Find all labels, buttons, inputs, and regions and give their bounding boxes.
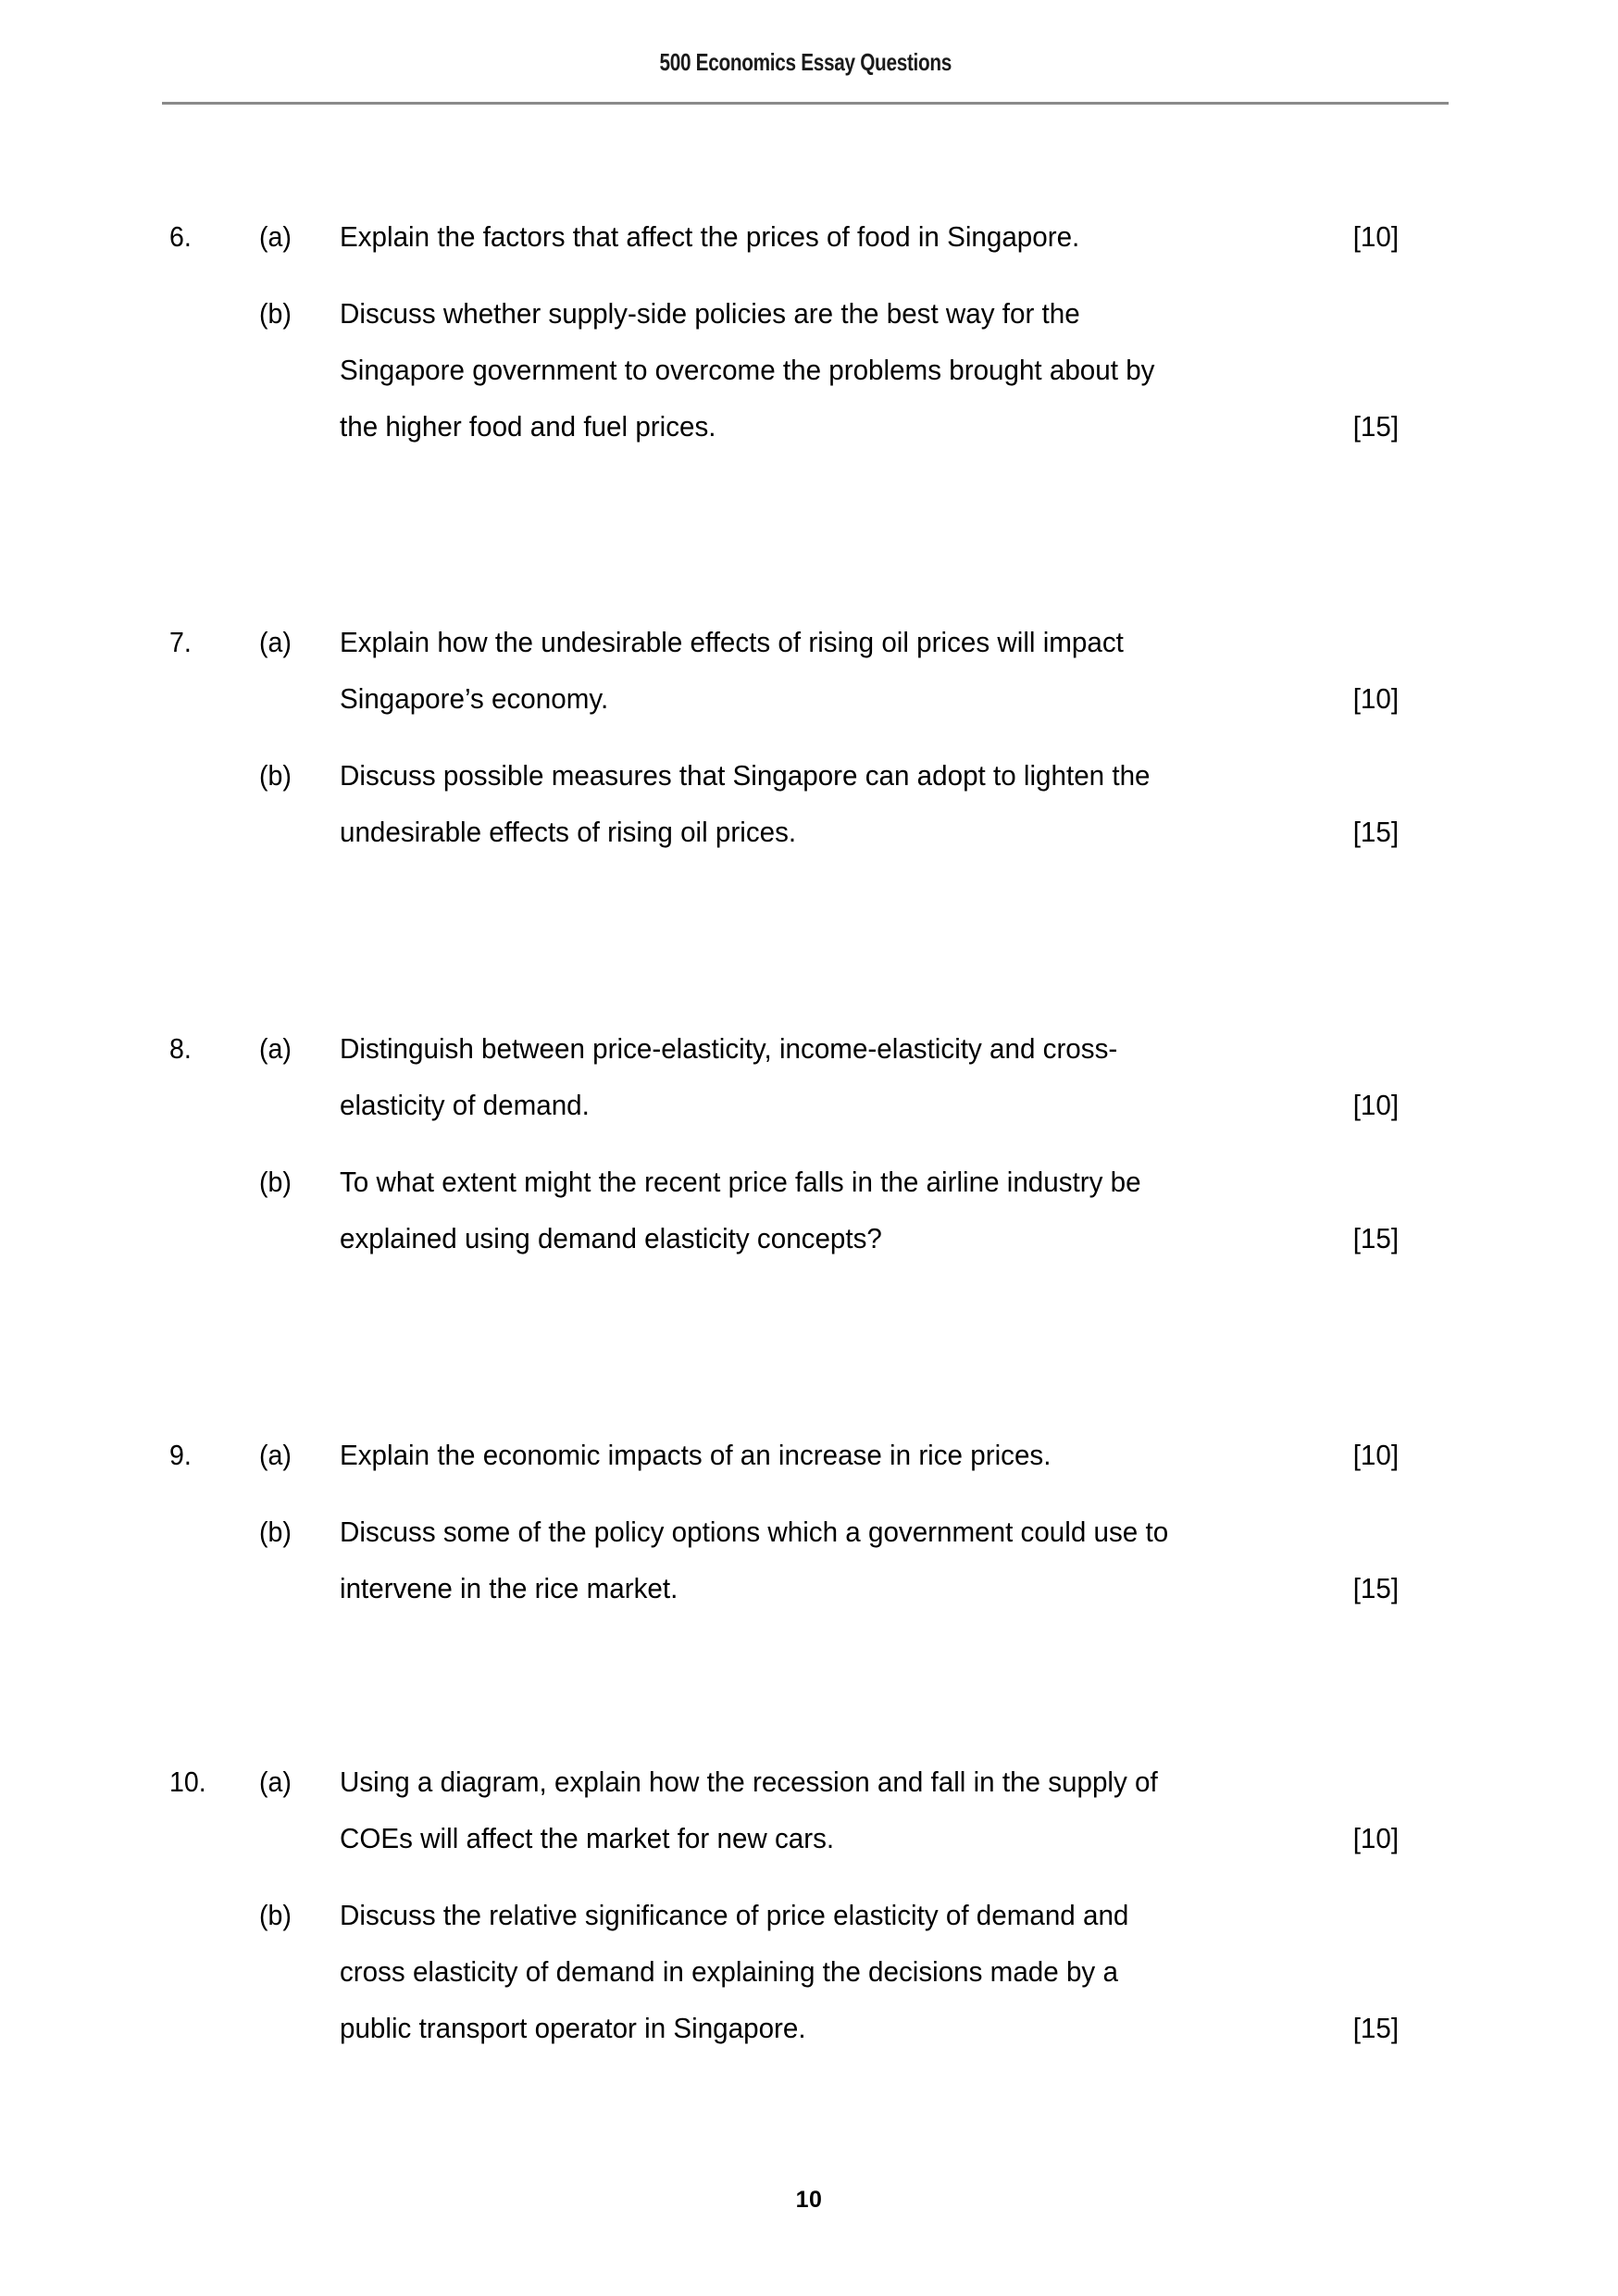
- question-line: [340, 1887, 1399, 1943]
- part-text: [340, 747, 1399, 860]
- question-line: [340, 208, 1399, 265]
- question-part: [169, 285, 1449, 455]
- question-part: [169, 1504, 1449, 1616]
- question-number: 9.: [169, 1439, 192, 1471]
- part-text: [340, 1887, 1399, 2056]
- question-line: [340, 804, 1399, 860]
- question-line-text: Singapore’s economy.: [340, 682, 609, 715]
- question-line-text: Discuss whether supply-side policies are the best way for the: [340, 297, 1080, 330]
- question-part: [169, 1753, 1449, 1866]
- question-line: [340, 398, 1399, 455]
- question-line-text: Explain the economic impacts of an increase in rice prices.: [340, 1439, 1052, 1471]
- marks-allocation: [15]: [1352, 816, 1400, 848]
- question-line-text: explained using demand elasticity concepts?: [340, 1222, 882, 1254]
- question-line-text: Explain how the undesirable effects of rising oil prices will impact: [340, 626, 1124, 658]
- question-part: [169, 1427, 1449, 1483]
- question-number: 7.: [169, 626, 192, 658]
- question-line: [340, 1560, 1399, 1616]
- marks-allocation: [15]: [1352, 410, 1400, 443]
- question-number: 10.: [169, 1766, 206, 1798]
- question-block: [169, 208, 1449, 455]
- part-label: (b): [259, 1899, 292, 1931]
- header-title: 500 Economics Essay Questions: [659, 48, 952, 76]
- page-footer: [0, 2187, 1618, 2214]
- part-text: [340, 208, 1399, 265]
- question-line-text: Explain the factors that affect the prices of food in Singapore.: [340, 220, 1080, 253]
- question-block: [169, 1020, 1449, 1267]
- part-label: (b): [259, 1516, 292, 1548]
- question-line: [340, 1154, 1399, 1210]
- question-line-text: public transport operator in Singapore.: [340, 2012, 806, 2044]
- question-block: [169, 1427, 1449, 1616]
- question-part: [169, 614, 1449, 727]
- marks-allocation: [15]: [1352, 2012, 1400, 2044]
- marks-allocation: [10]: [1352, 220, 1400, 253]
- question-line: [340, 1810, 1399, 1866]
- question-number: 8.: [169, 1032, 192, 1065]
- question-line-text: undesirable effects of rising oil prices.: [340, 816, 797, 848]
- question-part: [169, 747, 1449, 860]
- question-line: [340, 1020, 1399, 1077]
- marks-allocation: [15]: [1352, 1572, 1400, 1604]
- question-part: [169, 1887, 1449, 2056]
- question-line-text: To what extent might the recent price falls in the airline industry be: [340, 1166, 1141, 1198]
- question-block: [169, 614, 1449, 860]
- question-line: [340, 2000, 1399, 2056]
- part-label: (a): [259, 1439, 292, 1471]
- question-line: [340, 670, 1399, 727]
- marks-allocation: [10]: [1352, 682, 1400, 715]
- part-label: (a): [259, 1766, 292, 1798]
- question-line-text: Discuss possible measures that Singapore can adopt to lighten the: [340, 759, 1151, 792]
- question-line-text: COEs will affect the market for new cars.: [340, 1822, 835, 1854]
- question-line-text: the higher food and fuel prices.: [340, 410, 716, 443]
- part-text: [340, 1154, 1399, 1267]
- question-line-text: Singapore government to overcome the problems brought about by: [340, 354, 1155, 386]
- question-line-text: intervene in the rice market.: [340, 1572, 678, 1604]
- marks-allocation: [10]: [1352, 1439, 1400, 1471]
- question-line-text: Distinguish between price-elasticity, income-elasticity and cross-: [340, 1032, 1118, 1065]
- page-number: 10: [795, 2187, 823, 2213]
- marks-allocation: [10]: [1352, 1089, 1400, 1121]
- part-label: (a): [259, 220, 292, 253]
- part-label: (b): [259, 297, 292, 330]
- part-label: (b): [259, 1166, 292, 1198]
- question-line: [340, 614, 1399, 670]
- part-text: [340, 1020, 1399, 1133]
- part-label: (a): [259, 626, 292, 658]
- question-line: [340, 1077, 1399, 1133]
- part-label: (a): [259, 1032, 292, 1065]
- question-line-text: Discuss the relative significance of price elasticity of demand and: [340, 1899, 1129, 1931]
- question-part: [169, 1020, 1449, 1133]
- question-block: [169, 1753, 1449, 2056]
- question-line: [340, 342, 1399, 398]
- header-divider: [162, 102, 1449, 105]
- question-line: [340, 1504, 1399, 1560]
- question-line: [340, 1427, 1399, 1483]
- question-line: [340, 1753, 1399, 1810]
- question-part: [169, 208, 1449, 265]
- question-line: [340, 1943, 1399, 2000]
- marks-allocation: [10]: [1352, 1822, 1400, 1854]
- part-label: (b): [259, 759, 292, 792]
- question-line-text: elasticity of demand.: [340, 1089, 590, 1121]
- question-line-text: Using a diagram, explain how the recession and fall in the supply of: [340, 1766, 1158, 1798]
- part-text: [340, 1427, 1399, 1483]
- part-text: [340, 1753, 1399, 1866]
- part-text: [340, 1504, 1399, 1616]
- question-line: [340, 1210, 1399, 1267]
- question-line-text: cross elasticity of demand in explaining the decisions made by a: [340, 1955, 1118, 1988]
- question-line-text: Discuss some of the policy options which a government could use to: [340, 1516, 1169, 1548]
- question-part: [169, 1154, 1449, 1267]
- question-line: [340, 285, 1399, 342]
- part-text: [340, 614, 1399, 727]
- question-number: 6.: [169, 220, 192, 253]
- running-header: [162, 48, 1449, 77]
- marks-allocation: [15]: [1352, 1222, 1400, 1254]
- question-line: [340, 747, 1399, 804]
- part-text: [340, 285, 1399, 455]
